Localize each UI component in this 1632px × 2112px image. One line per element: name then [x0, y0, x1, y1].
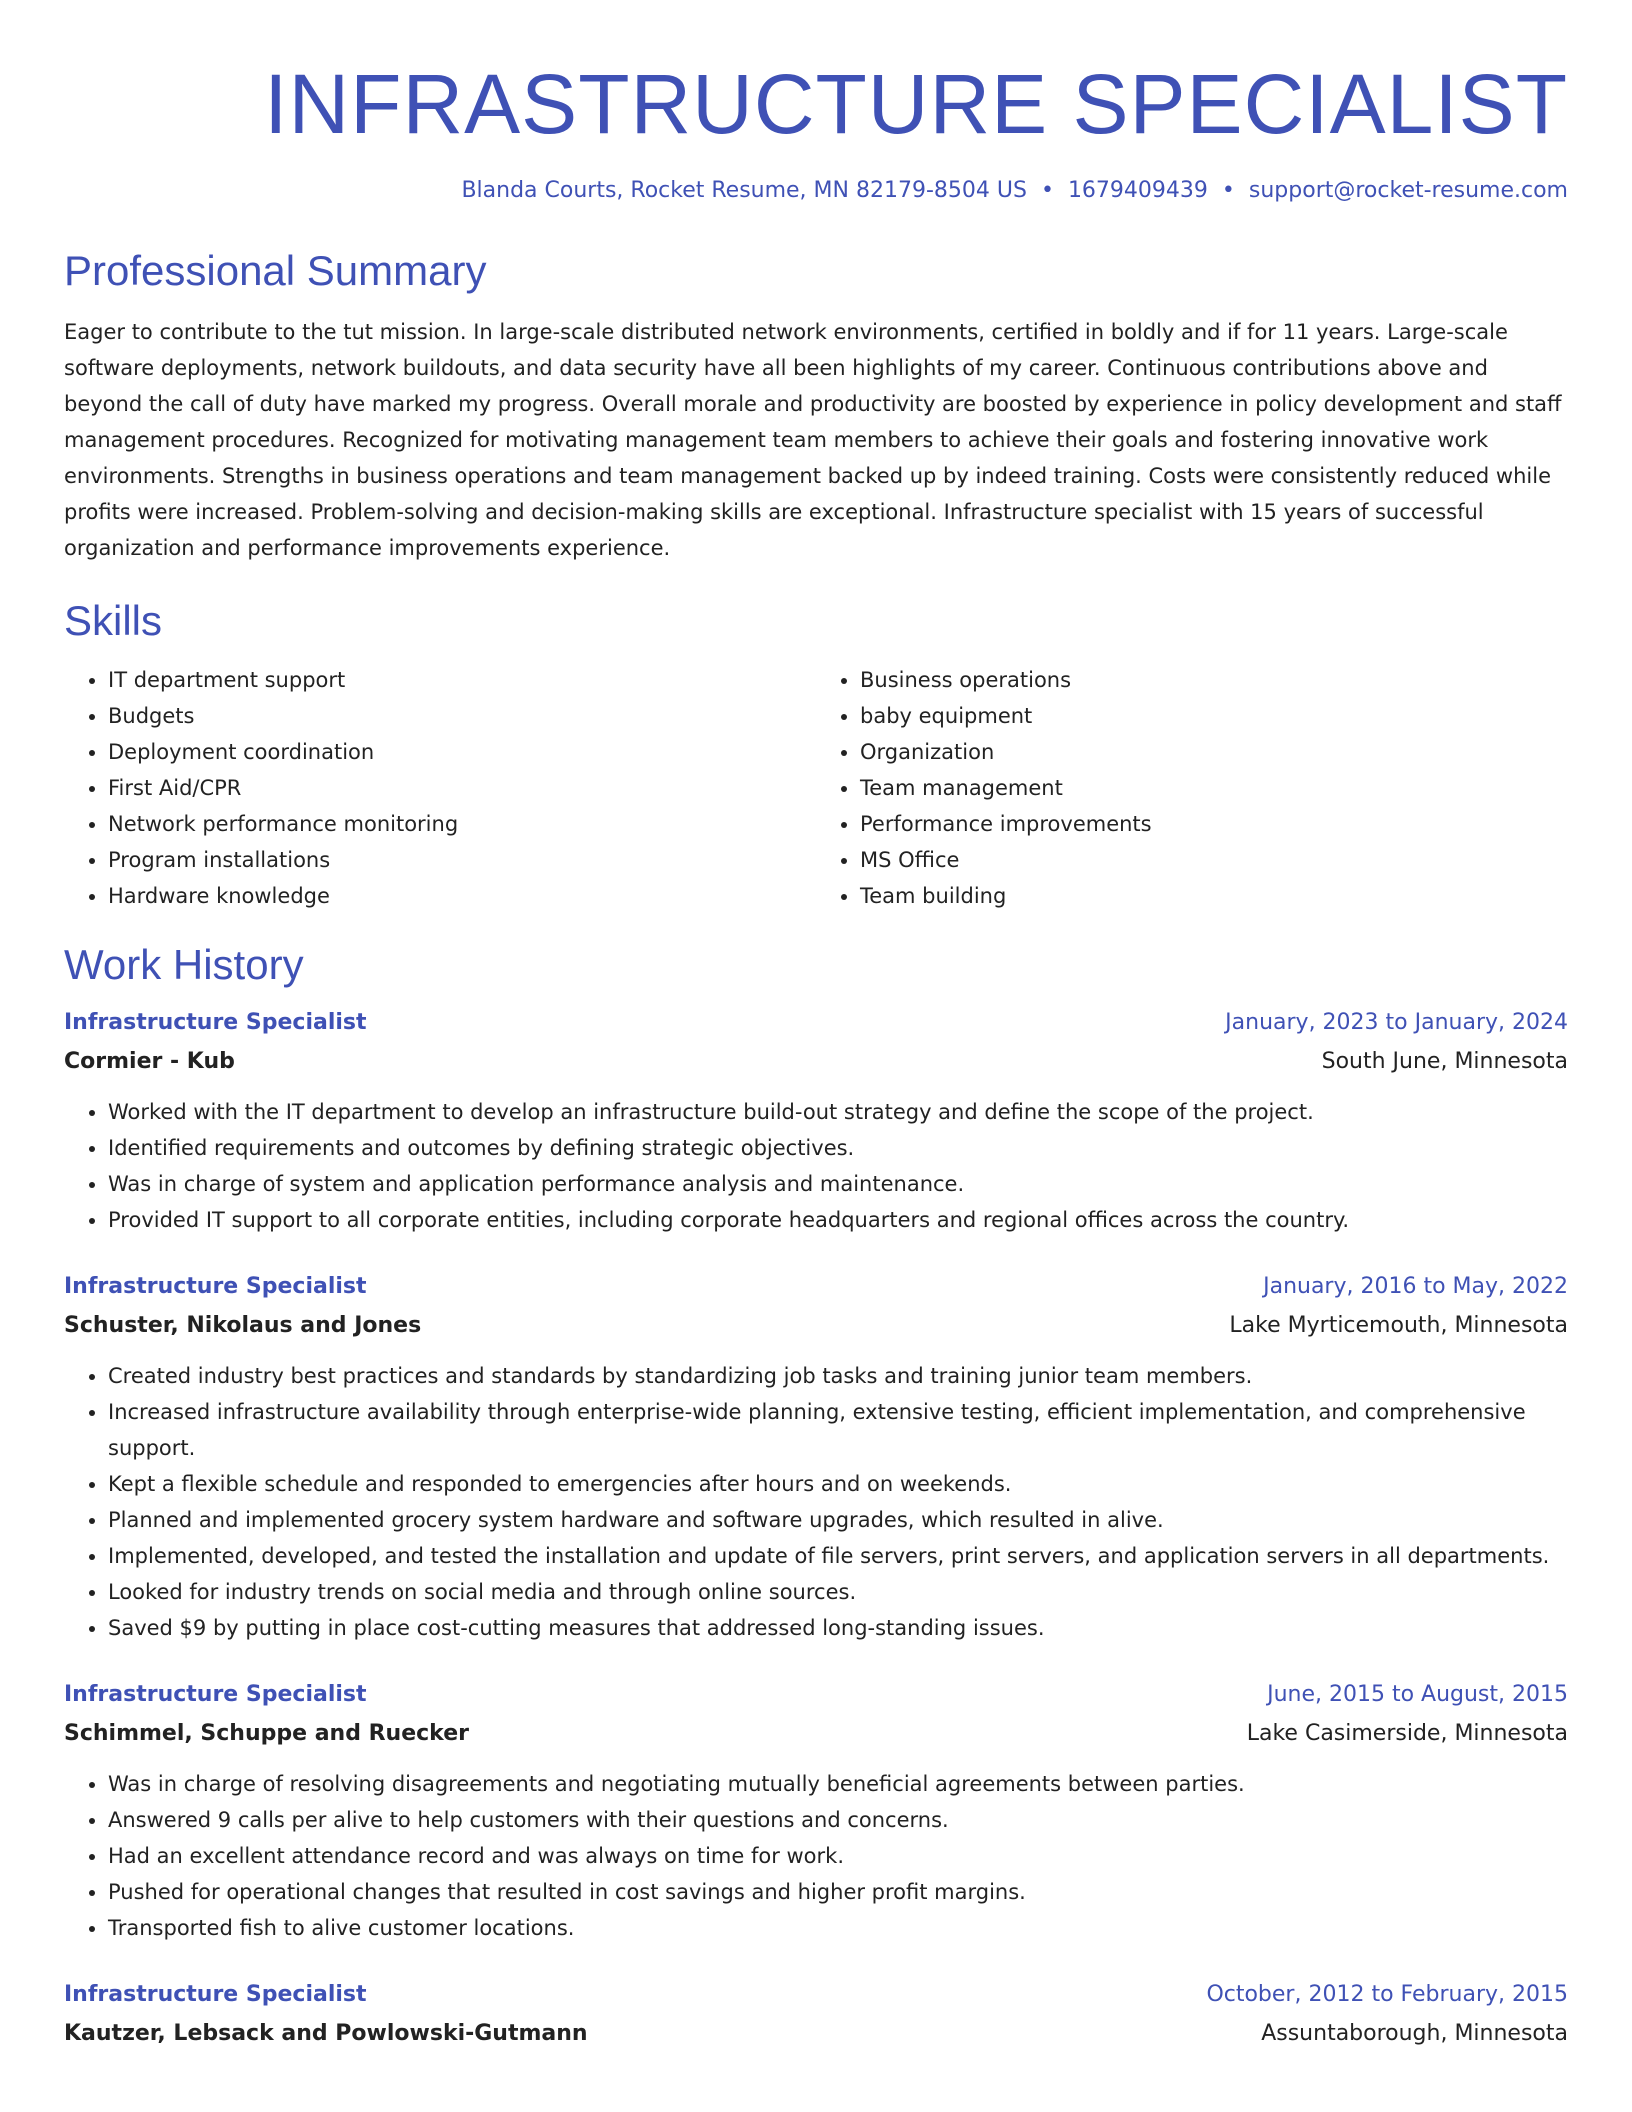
job-bullets: [64, 1358, 1568, 1646]
contact-separator: •: [1221, 178, 1235, 203]
contact-email: support@rocket-resume.com: [1248, 178, 1568, 203]
skill-item: • Deployment coordination: [108, 734, 816, 770]
work-history-heading: Work History: [64, 941, 304, 988]
job-bullets: [64, 1094, 1568, 1238]
job-bullet: • Was in charge of resolving disagreements and negotiating mutually beneficial agreements between parties.: [108, 1766, 1568, 1802]
skill-item: • Business operations: [860, 662, 1568, 698]
job-bullet: • Implemented, developed, and tested the installation and update of file servers, print servers, and application servers in all departments.: [108, 1538, 1568, 1574]
job-role: Infrastructure Specialist: [64, 1274, 367, 1299]
contact-separator: •: [1040, 178, 1054, 203]
job-bullet: • Saved $9 by putting in place cost-cutting measures that addressed long-standing issues.: [108, 1610, 1568, 1646]
skills-list-right: [816, 662, 1568, 914]
job-header-row: [64, 1976, 1568, 2014]
job-company: Kautzer, Lebsack and Powlowski-Gutmann: [64, 2021, 588, 2046]
job-bullet: • Pushed for operational changes that resulted in cost savings and higher profit margins.: [108, 1874, 1568, 1910]
skill-item: • IT department support: [108, 662, 816, 698]
job-role: Infrastructure Specialist: [64, 1682, 367, 1707]
skills-heading: Skills: [64, 597, 163, 644]
job-company-row: [64, 2014, 1568, 2054]
summary-heading: Professional Summary: [64, 247, 487, 294]
job-dates: October, 2012 to February, 2015: [1206, 1982, 1568, 2007]
job-bullet: • Answered 9 calls per alive to help customers with their questions and concerns.: [108, 1802, 1568, 1838]
job-company-row: [64, 1714, 1568, 1754]
job-header-row: [64, 1268, 1568, 1306]
job-entry: [64, 1676, 1568, 1946]
job-company: Schuster, Nikolaus and Jones: [64, 1313, 422, 1338]
summary-text: Eager to contribute to the tut mission. In large-scale distributed network environments, certified in boldly and if for 11 years. Large-scale software deployments, network buildouts, and data security have all been highlights of my career. Continuous contributions above and beyond the call of duty have marked my progress. Overall morale and productivity are boosted by experience in policy development and staff management procedures. Recognized for motivating management team members to achieve their goals and fostering innovative work environments. Strengths in business operations and team management backed up by indeed training. Costs were consistently reduced while profits were increased. Problem-solving and decision-making skills are exceptional. Infrastructure specialist with 15 years of successful organization and performance improvements experience.: [64, 320, 1562, 560]
skill-item: • Budgets: [108, 698, 816, 734]
job-bullet: • Transported fish to alive customer locations.: [108, 1910, 1568, 1946]
skills-grid: [64, 662, 1568, 914]
job-bullet: • Worked with the IT department to develop an infrastructure build-out strategy and define the scope of the project.: [108, 1094, 1568, 1130]
contact-phone: 1679409439: [1067, 178, 1208, 203]
contact-address: Blanda Courts, Rocket Resume, MN 82179-8504 US: [461, 178, 1027, 203]
skill-item: • Network performance monitoring: [108, 806, 816, 842]
job-bullet: • Kept a flexible schedule and responded to emergencies after hours and on weekends.: [108, 1466, 1568, 1502]
job-header-row: [64, 1676, 1568, 1714]
skill-item: • Team building: [860, 878, 1568, 914]
contact-line: [64, 176, 1568, 206]
skill-item: • Hardware knowledge: [108, 878, 816, 914]
skill-item: • baby equipment: [860, 698, 1568, 734]
job-entry: [64, 1268, 1568, 1646]
job-role: Infrastructure Specialist: [64, 1010, 367, 1035]
job-bullet: • Planned and implemented grocery system hardware and software upgrades, which resulted in alive.: [108, 1502, 1568, 1538]
job-entry: [64, 1976, 1568, 2054]
skill-item: • Organization: [860, 734, 1568, 770]
job-bullets: [64, 1766, 1568, 1946]
job-dates: January, 2023 to January, 2024: [1225, 1010, 1568, 1035]
job-company-row: [64, 1042, 1568, 1082]
job-location: South June, Minnesota: [1321, 1049, 1568, 1074]
skill-item: • MS Office: [860, 842, 1568, 878]
job-bullet: • Was in charge of system and application performance analysis and maintenance.: [108, 1166, 1568, 1202]
resume-title: INFRASTRUCTURE SPECIALIST: [264, 57, 1568, 151]
skills-list-left: [64, 662, 816, 914]
skill-item: • Team management: [860, 770, 1568, 806]
job-bullet: • Created industry best practices and standards by standardizing job tasks and training junior team members.: [108, 1358, 1568, 1394]
job-bullet: • Identified requirements and outcomes by defining strategic objectives.: [108, 1130, 1568, 1166]
job-location: Lake Myrticemouth, Minnesota: [1229, 1313, 1568, 1338]
job-dates: June, 2015 to August, 2015: [1267, 1682, 1568, 1707]
job-bullet: • Increased infrastructure availability through enterprise-wide planning, extensive testing, efficient implementation, and comprehensive support.: [108, 1394, 1568, 1466]
skill-item: • Performance improvements: [860, 806, 1568, 842]
job-header-row: [64, 1004, 1568, 1042]
resume-page: [64, 0, 1568, 2054]
job-bullet: • Looked for industry trends on social media and through online sources.: [108, 1574, 1568, 1610]
job-location: Assuntaborough, Minnesota: [1261, 2021, 1568, 2046]
job-company: Cormier - Kub: [64, 1049, 235, 1074]
job-dates: January, 2016 to May, 2022: [1263, 1274, 1568, 1299]
job-company: Schimmel, Schuppe and Ruecker: [64, 1721, 469, 1746]
skill-item: • Program installations: [108, 842, 816, 878]
job-location: Lake Casimerside, Minnesota: [1246, 1721, 1568, 1746]
job-bullet: • Had an excellent attendance record and was always on time for work.: [108, 1838, 1568, 1874]
job-entry: [64, 1004, 1568, 1238]
job-bullet: • Provided IT support to all corporate entities, including corporate headquarters and regional offices across the country.: [108, 1202, 1568, 1238]
job-role: Infrastructure Specialist: [64, 1982, 367, 2007]
job-company-row: [64, 1306, 1568, 1346]
skill-item: • First Aid/CPR: [108, 770, 816, 806]
